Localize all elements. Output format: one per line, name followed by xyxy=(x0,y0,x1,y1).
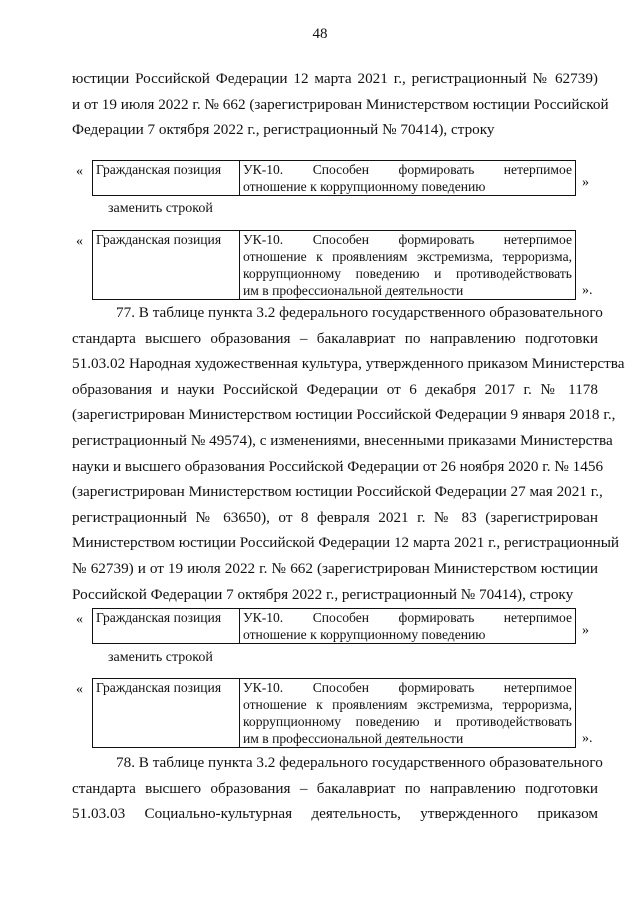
quote-close: » xyxy=(582,175,589,190)
text-line: (зарегистрирован Министерством юстиции Российской Федерации 9 января 2018 г., xyxy=(72,406,616,424)
cell-line: УК-10. Способен формировать нетерпимое xyxy=(243,232,572,247)
table-cell-competency xyxy=(240,679,576,748)
table-row xyxy=(93,161,576,196)
quote-close: » xyxy=(582,623,589,638)
table-row xyxy=(93,609,576,644)
text-line: (зарегистрирован Министерством юстиции Российской Федерации 27 мая 2021 г., xyxy=(72,483,603,501)
cell-line: УК-10. Способен формировать нетерпимое xyxy=(243,610,572,625)
quote-open: « xyxy=(76,612,83,627)
quote-open: « xyxy=(76,234,83,249)
paragraph-77 xyxy=(72,300,625,607)
text-line: стандарта высшего образования – бакалавриат по направлению подготовки xyxy=(72,779,598,797)
table-cell-category: Гражданская позиция xyxy=(93,679,240,748)
cell-line: коррупционному поведению и противодействовать xyxy=(243,714,572,729)
cell-line: УК-10. Способен формировать нетерпимое xyxy=(243,162,572,177)
table-row xyxy=(93,231,576,300)
cell-line: им в профессиональной деятельности xyxy=(243,283,464,298)
requirement-table xyxy=(92,608,576,644)
quote-open: « xyxy=(76,682,83,697)
text-line: 51.03.02 Народная художественная культура, утвержденного приказом Министерства xyxy=(72,355,625,373)
cell-line: коррупционному поведению и противодействовать xyxy=(243,266,572,281)
table-cell-category: Гражданская позиция xyxy=(93,161,240,196)
text-line: Министерством юстиции Российской Федерации 12 марта 2021 г., регистрационный xyxy=(72,534,620,552)
cell-line: отношение к проявлениям экстремизма, терроризма, xyxy=(243,697,572,712)
text-line: и от 19 июля 2022 г. № 662 (зарегистрирован Министерством юстиции Российской xyxy=(72,95,609,113)
table-cell-competency xyxy=(240,161,576,196)
cell-line: отношение к коррупционному поведению xyxy=(243,627,486,642)
table-row-old-1 xyxy=(72,160,600,196)
cell-line: им в профессиональной деятельности xyxy=(243,731,464,746)
table-row-old-2 xyxy=(72,608,600,644)
requirement-table xyxy=(92,160,576,196)
text-line: № 62739) и от 19 июля 2022 г. № 662 (зарегистрирован Министерством юстиции xyxy=(72,559,598,577)
quote-close: ». xyxy=(582,731,593,746)
table-cell-category: Гражданская позиция xyxy=(93,231,240,300)
page-number: 48 xyxy=(312,26,328,42)
table-cell-competency xyxy=(240,609,576,644)
cell-line: УК-10. Способен формировать нетерпимое xyxy=(243,680,572,695)
text-line: 77. В таблице пункта 3.2 федерального государственного образовательного xyxy=(116,304,603,321)
table-cell-competency xyxy=(240,231,576,300)
table-row-new-2 xyxy=(72,678,600,748)
text-line: Федерации 7 октября 2022 г., регистрационный № 70414), строку xyxy=(72,121,495,139)
quote-close: ». xyxy=(582,283,593,298)
text-line: образования и науки Российской Федерации от 6 декабря 2017 г. № 1178 xyxy=(72,380,598,398)
table-row-new-1 xyxy=(72,230,600,300)
text-line: юстиции Российской Федерации 12 марта 2021 г., регистрационный № 62739) xyxy=(72,70,598,87)
paragraph-intro xyxy=(72,66,609,143)
cell-line: отношение к коррупционному поведению xyxy=(243,179,486,194)
text-line: регистрационный № 49574), с изменениями, внесенными приказами Министерства xyxy=(72,431,613,449)
replace-instruction: заменить строкой xyxy=(108,201,213,216)
paragraph-78 xyxy=(72,750,603,827)
text-line: регистрационный № 63650), от 8 февраля 2021 г. № 83 (зарегистрирован xyxy=(72,508,598,526)
text-line: науки и высшего образования Российской Федерации от 26 ноября 2020 г. № 1456 xyxy=(72,457,604,475)
text-line: 78. В таблице пункта 3.2 федерального государственного образовательного xyxy=(116,754,603,771)
text-line: стандарта высшего образования – бакалавриат по направлению подготовки xyxy=(72,329,598,347)
cell-line: отношение к проявлениям экстремизма, терроризма, xyxy=(243,249,572,264)
requirement-table xyxy=(92,230,576,300)
table-row xyxy=(93,679,576,748)
text-line: Российской Федерации 7 октября 2022 г., регистрационный № 70414), строку xyxy=(72,585,574,603)
replace-instruction: заменить строкой xyxy=(108,650,213,665)
requirement-table xyxy=(92,678,576,748)
table-cell-category: Гражданская позиция xyxy=(93,609,240,644)
text-line: 51.03.03 Социально-культурная деятельность, утвержденного приказом xyxy=(72,805,598,823)
quote-open: « xyxy=(76,164,83,179)
